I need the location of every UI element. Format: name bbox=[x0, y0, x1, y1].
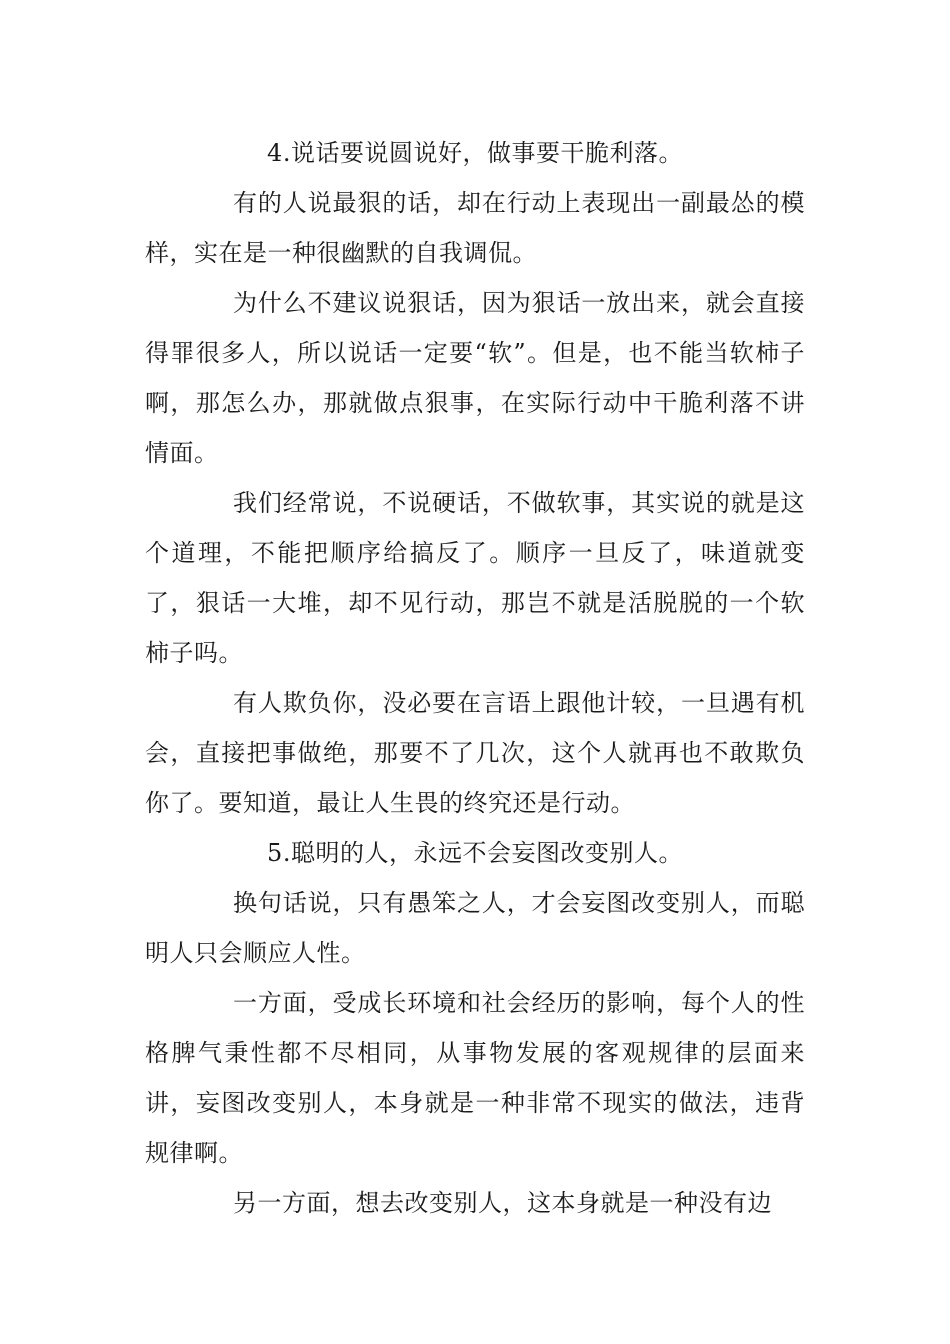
paragraph: 有人欺负你，没必要在言语上跟他计较，一旦遇有机会，直接把事做绝，那要不了几次，这个人就再也不敢欺负你了。要知道，最让人生畏的终究还是行动。 bbox=[145, 689, 805, 817]
paragraph: 换句话说，只有愚笨之人，才会妄图改变别人，而聪明人只会顺应人性。 bbox=[145, 889, 805, 967]
document-body bbox=[145, 128, 805, 1228]
section-heading-4: 4.说话要说圆说好，做事要干脆利落。 bbox=[267, 139, 683, 167]
paragraph: 有的人说最狠的话，却在行动上表现出一副最怂的模样，实在是一种很幽默的自我调侃。 bbox=[145, 189, 805, 267]
section-heading-5: 5.聪明的人，永远不会妄图改变别人。 bbox=[267, 839, 683, 867]
paragraph: 我们经常说，不说硬话，不做软事，其实说的就是这个道理，不能把顺序给搞反了。顺序一旦反了，味道就变了，狠话一大堆，却不见行动，那岂不就是活脱脱的一个软柿子吗。 bbox=[145, 489, 805, 667]
paragraph: 另一方面，想去改变别人，这本身就是一种没有边 bbox=[233, 1189, 772, 1217]
paragraph: 为什么不建议说狠话，因为狠话一放出来，就会直接得罪很多人，所以说话一定要“软”。但是，也不能当软柿子啊，那怎么办，那就做点狠事，在实际行动中干脆利落不讲情面。 bbox=[145, 289, 805, 467]
paragraph: 一方面，受成长环境和社会经历的影响，每个人的性格脾气秉性都不尽相同，从事物发展的客观规律的层面来讲，妄图改变别人，本身就是一种非常不现实的做法，违背规律啊。 bbox=[145, 989, 805, 1167]
